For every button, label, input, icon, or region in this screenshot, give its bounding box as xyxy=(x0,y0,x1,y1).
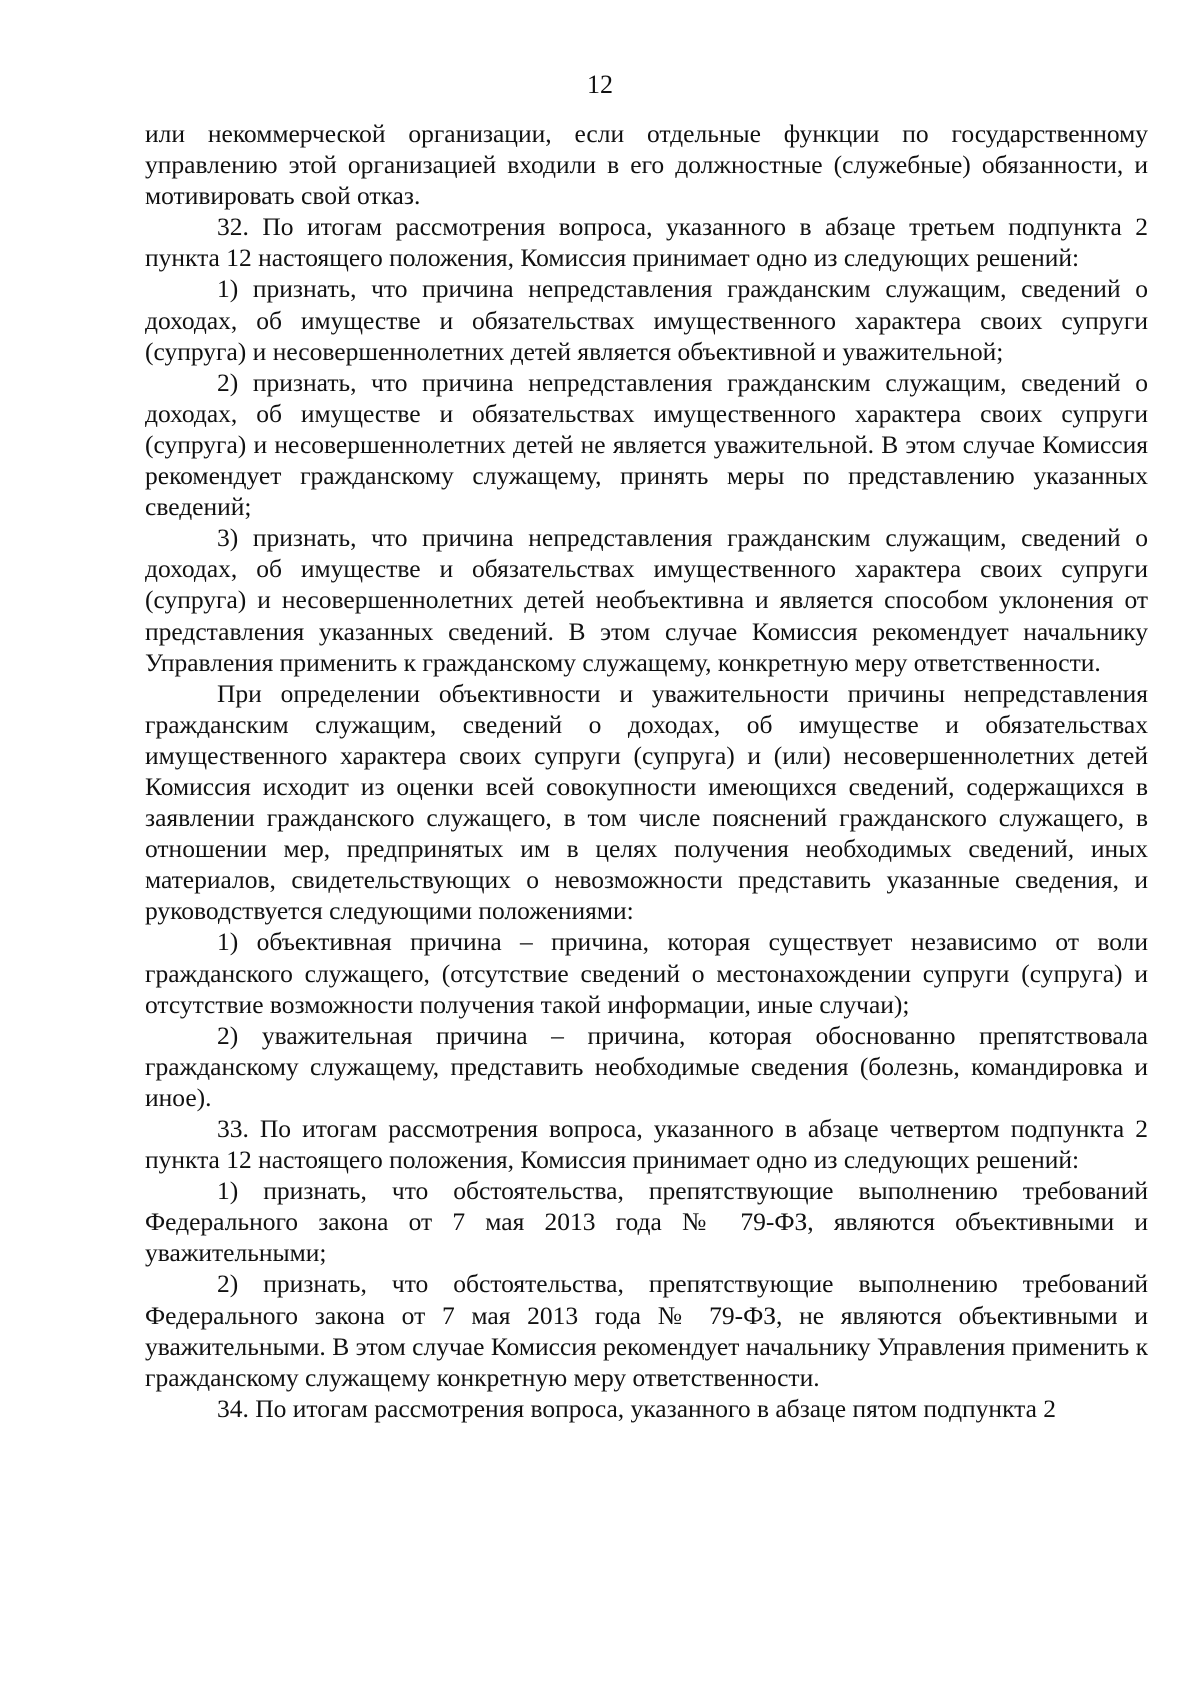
paragraph-item-33: 33. По итогам рассмотрения вопроса, указанного в абзаце четвертом подпункта 2 пункта 12 настоящего положения, Комиссия принимает одно из следующих решений: xyxy=(145,1114,1148,1175)
paragraph-valid-reason: 2) уважительная причина – причина, которая обоснованно препятствовала гражданскому служащему, представить необходимые сведения (болезнь, командировка и иное). xyxy=(145,1020,1148,1112)
paragraph-item-34: 34. По итогам рассмотрения вопроса, указанного в абзаце пятом подпункта 2 xyxy=(217,1393,1057,1423)
paragraph-33-decision-2: 2) признать, что обстоятельства, препятствующие выполнению требований Федерального закона от 7 мая 2013 года № 79-ФЗ, не являются объективными и уважительными. В этом случае Комиссия рекомендует начальнику Управления применить к гражданскому служащему конкретную меру ответственности. xyxy=(145,1269,1148,1392)
paragraph-33-decision-1: 1) признать, что обстоятельства, препятствующие выполнению требований Федерального закона от 7 мая 2013 года № 79-ФЗ, являются объективными и уважительными; xyxy=(145,1176,1148,1268)
paragraph-objective-reason: 1) объективная причина – причина, которая существует независимо от воли гражданского служащего, (отсутствие сведений о местонахождении супруги (супруга) и отсутствие возможности получения такой информации, иные случаи); xyxy=(145,927,1148,1019)
paragraph-objectivity-criteria: При определении объективности и уважительности причины непредставления гражданским служащим, сведений о доходах, об имуществе и обязательствах имущественного характера своих супруги (супруга) и (или) несовершеннолетних детей Комиссия исходит из оценки всей совокупности имеющихся сведений, содержащихся в заявлении гражданского служащего, в том числе пояснений гражданского служащего, в отношении мер, предпринятых им в целях получения необходимых сведений, иных материалов, свидетельствующих о невозможности представить указанные сведения, и руководствуется следующими положениями: xyxy=(145,678,1148,926)
paragraph-item-32: 32. По итогам рассмотрения вопроса, указанного в абзаце третьем подпункта 2 пункта 12 настоящего положения, Комиссия принимает одно из следующих решений: xyxy=(145,212,1148,273)
paragraph-32-decision-1: 1) признать, что причина непредставления гражданским служащим, сведений о доходах, об имуществе и обязательствах имущественного характера своих супруги (супруга) и несовершеннолетних детей является объективной и уважительной; xyxy=(145,274,1148,366)
paragraph-32-decision-3: 3) признать, что причина непредставления гражданским служащим, сведений о доходах, об имуществе и обязательствах имущественного характера своих супруги (супруга) и несовершеннолетних детей необъективна и является способом уклонения от представления указанных сведений. В этом случае Комиссия рекомендует начальнику Управления применить к гражданскому служащему, конкретную меру ответственности. xyxy=(145,523,1148,677)
page-number: 12 xyxy=(587,70,613,99)
paragraph-32-decision-2: 2) признать, что причина непредставления гражданским служащим, сведений о доходах, об имуществе и обязательствах имущественного характера своих супруги (супруга) и несовершеннолетних детей не является уважительной. В этом случае Комиссия рекомендует гражданскому служащему, принять меры по представлению указанных сведений; xyxy=(145,367,1148,522)
paragraph-continuation: или некоммерческой организации, если отдельные функции по государственному управлению этой организацией входили в его должностные (служебные) обязанности, и мотивировать свой отказ. xyxy=(145,119,1148,211)
document-body xyxy=(145,118,1148,1424)
